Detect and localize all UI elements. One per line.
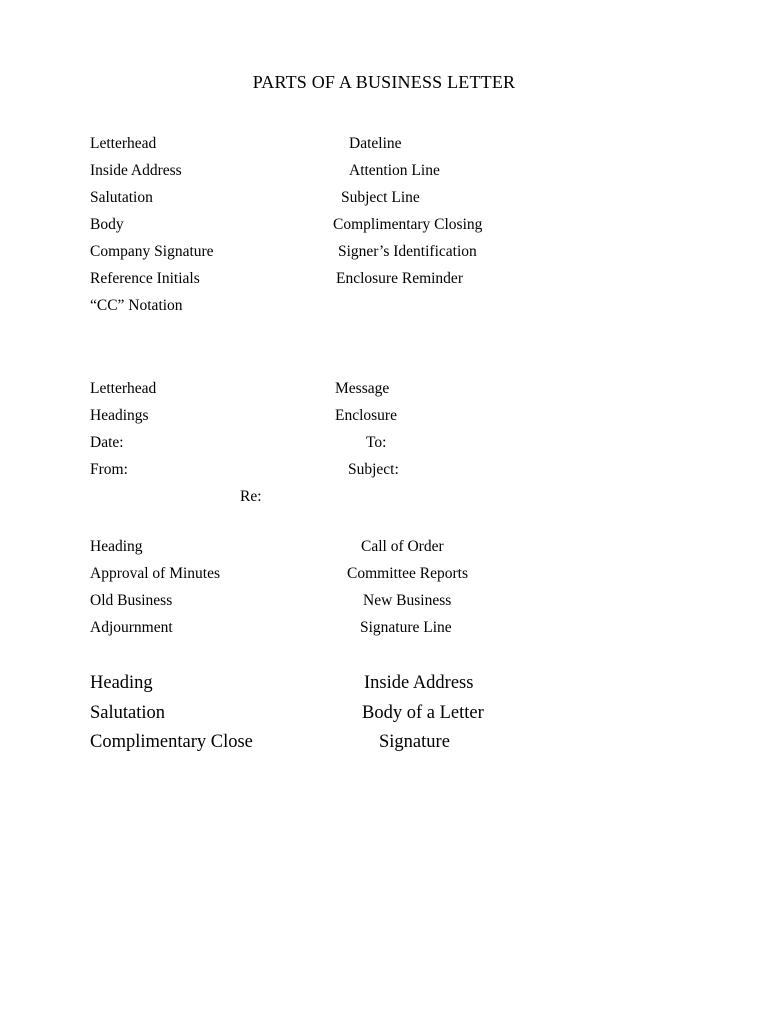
list-item: Subject:	[348, 461, 399, 478]
list-item: Enclosure Reminder	[336, 270, 463, 287]
list-item: Dateline	[349, 135, 402, 152]
list-item: Re:	[240, 488, 262, 505]
list-item: Heading	[90, 538, 143, 555]
list-item: Body	[90, 216, 124, 233]
list-item: To:	[366, 434, 387, 451]
list-item: Signer’s Identification	[338, 243, 477, 260]
list-item: New Business	[363, 592, 452, 609]
list-item: Salutation	[90, 189, 153, 206]
list-item: Heading	[90, 673, 153, 693]
list-item: Approval of Minutes	[90, 565, 221, 582]
list-item: From:	[90, 461, 128, 478]
page-title: PARTS OF A BUSINESS LETTER	[252, 72, 516, 92]
list-item: Date:	[90, 434, 124, 451]
list-item: Enclosure	[335, 407, 397, 424]
list-item: Attention Line	[349, 162, 440, 179]
list-item: Signature	[379, 732, 450, 752]
list-item: Adjournment	[90, 619, 173, 636]
list-item: Body of a Letter	[362, 703, 484, 723]
list-item: Inside Address	[364, 673, 474, 693]
list-item: “CC” Notation	[90, 297, 183, 314]
list-item: Old Business	[90, 592, 173, 609]
list-item: Inside Address	[90, 162, 182, 179]
list-item: Call of Order	[361, 538, 444, 555]
list-item: Message	[335, 380, 390, 397]
list-item: Headings	[90, 407, 149, 424]
list-item: Committee Reports	[347, 565, 468, 582]
list-item: Complimentary Close	[90, 732, 253, 752]
list-item: Letterhead	[90, 135, 157, 152]
list-item: Complimentary Closing	[333, 216, 483, 233]
list-item: Reference Initials	[90, 270, 200, 287]
list-item: Salutation	[90, 703, 166, 723]
list-item: Subject Line	[341, 189, 420, 206]
list-item: Letterhead	[90, 380, 157, 397]
list-item: Company Signature	[90, 243, 214, 260]
list-item: Signature Line	[360, 619, 452, 636]
